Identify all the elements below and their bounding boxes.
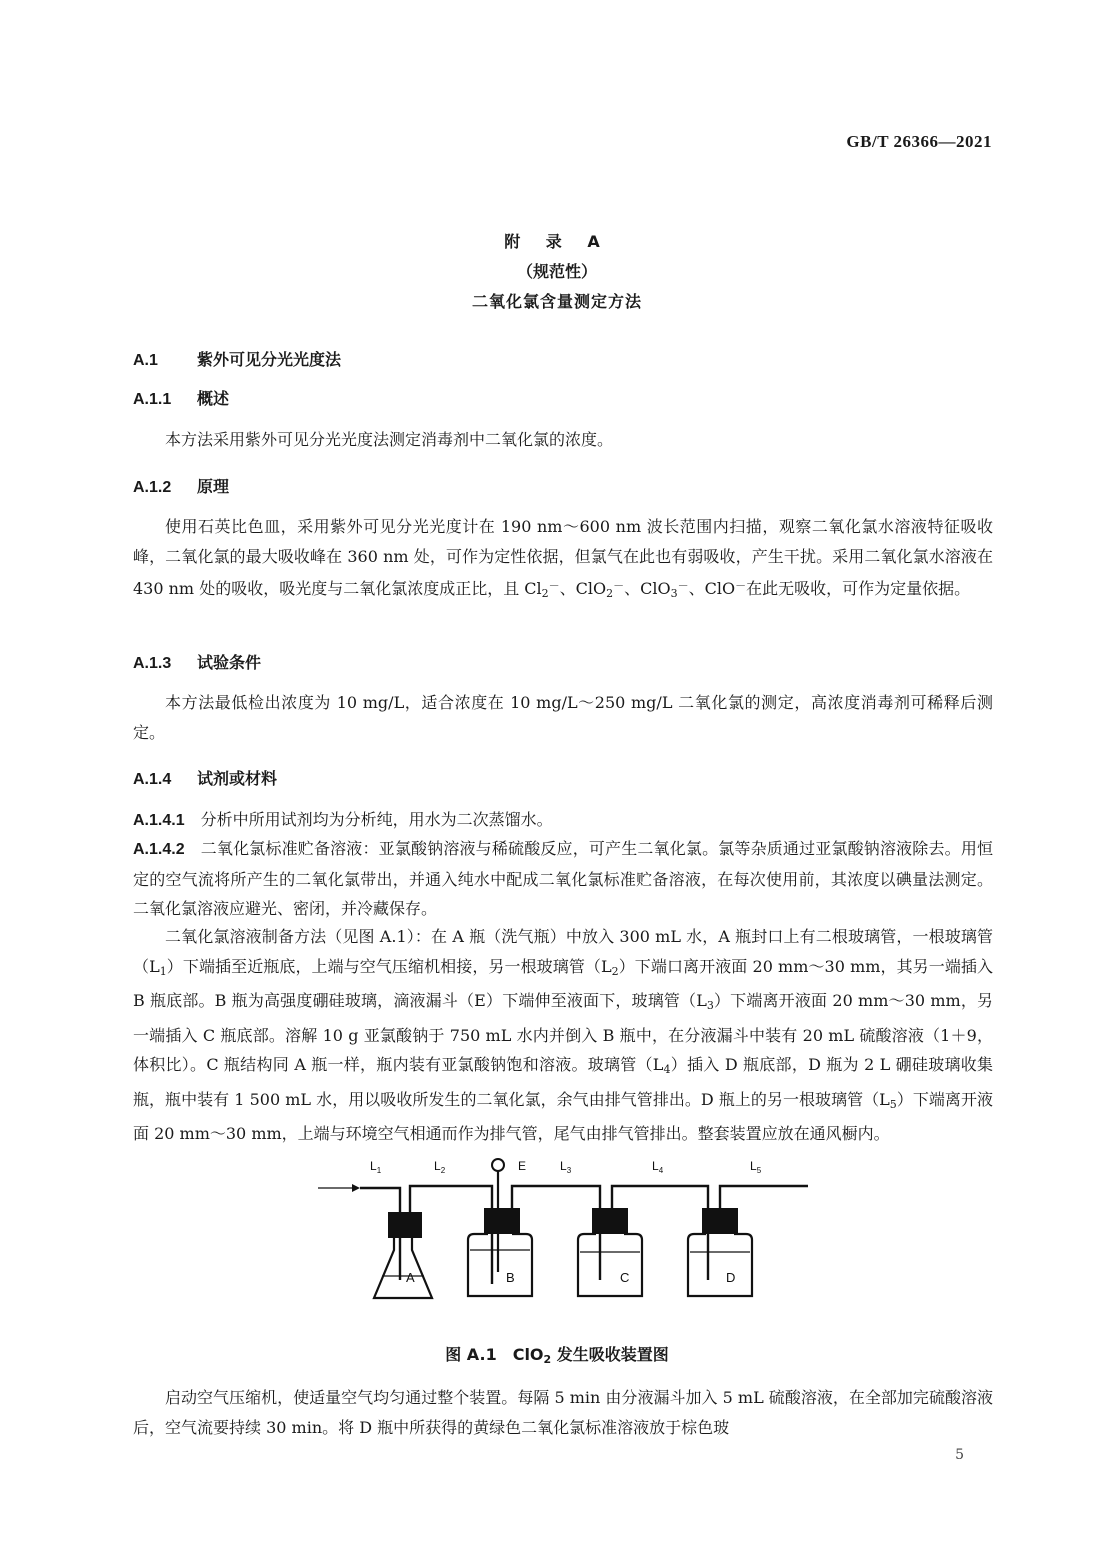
heading-text: 原理 <box>197 477 230 496</box>
heading-text: 试剂或材料 <box>197 769 278 788</box>
stopper-a <box>388 1212 422 1238</box>
heading-text: 试验条件 <box>197 653 262 672</box>
label-l5: $L_5$ <box>750 1159 762 1175</box>
funnel-e <box>492 1159 504 1171</box>
heading-number: A.1 <box>133 352 158 369</box>
label-bottle-b: B <box>506 1270 515 1285</box>
appendix-title: 二氧化氯含量测定方法 <box>471 292 642 311</box>
inlet-arrow-head <box>352 1184 360 1192</box>
paragraph-principle: 使用石英比色皿，采用紫外可见分光光度计在 190 nm～600 nm 波长范围内扫描，观察二氧化氯水溶液特征吸收峰，二氧化氯的最大吸收峰在 360 nm 处，可作为定性依据，但氯气在此也有弱吸收，产生干扰。采用二氧化氯水溶液在 430 nm 处的吸收，吸光度与二氧化氯浓度成正比，且 $Cl_2^-$、ClO$_2$－、ClO$_3$－、ClO－在此无吸收，可作为定量依据。 <box>133 517 993 600</box>
heading-a12 <box>133 474 229 497</box>
paragraph-preparation: 二氧化氯溶液制备方法（见图 A.1）：在 A 瓶（洗气瓶）中放入 300 mL 水，A 瓶封口上有二根玻璃管，一根玻璃管$(L_1)$下端插至近瓶底，上端与空气压缩机相接，另一根玻璃管$(L_2)$下端口离开液面 20 mm～30 mm，其另一端插入 B 瓶底部。B 瓶为高强度硼硅玻璃，滴液漏斗（E）下端伸至液面下，玻璃管$(L_3)$下端离开液面 20 mm～30 mm，另一端插入 C 瓶底部。溶解 10 g 亚氯酸钠于 750 mL 水内并倒入 B 瓶中，在分液漏斗中装有 20 mL 硫酸溶液（1＋9，体积比）。C 瓶结构同 A 瓶一样，瓶内装有亚氯酸钠饱和溶液。玻璃管$(L_4)$插入 D 瓶底部，D 瓶为 2 L 硼硅玻璃收集瓶，瓶中装有 1 500 mL 水，用以吸收所发生的二氧化氯，余气由排气管排出。D 瓶上的另一根玻璃管$(L_5)$下端离开液面 20 mm～30 mm，上端与环境空气相通而作为排气管，尾气由排气管排出。整套装置应放在通风橱内。 <box>133 927 993 1143</box>
paragraph-conditions: 本方法最低检出浓度为 10 mg/L，适合浓度在 10 mg/L～250 mg/L 二氧化氯的测定，高浓度消毒剂可稀释后测定。 <box>133 693 993 742</box>
apparatus-figure <box>300 1152 820 1312</box>
heading-a1 <box>133 347 341 370</box>
figure-caption: 图 A.1 ClO$_2$ 发生吸收装置图 <box>445 1345 669 1366</box>
stopper-d <box>702 1208 738 1234</box>
standard-code: GB/T 26366—2021 <box>846 132 992 151</box>
heading-a13 <box>133 650 261 673</box>
heading-a14 <box>133 766 277 789</box>
heading-number: A.1.2 <box>133 479 172 496</box>
page-number: 5 <box>955 1447 964 1463</box>
heading-a11 <box>133 386 229 409</box>
label-bottle-a: A <box>406 1270 415 1285</box>
label-l4: $L_4$ <box>652 1159 664 1175</box>
heading-number: A.1.3 <box>133 655 172 672</box>
appendix-type: （规范性） <box>516 262 597 281</box>
bottle-b <box>468 1208 532 1296</box>
paragraph-procedure: 启动空气压缩机，使适量空气均匀通过整个装置。每隔 5 min 由分液漏斗加入 5 mL 硫酸溶液，在全部加完硫酸溶液后，空气流要持续 30 min。将 D 瓶中所获得的黄绿色二氧化氯标准溶液放于棕色玻 <box>133 1388 993 1437</box>
heading-number: A.1.1 <box>133 391 172 408</box>
label-l1: $L_1$ <box>370 1159 382 1175</box>
appendix-label: 附 录 A <box>504 232 610 251</box>
label-bottle-d: D <box>726 1270 736 1285</box>
bottle-a <box>374 1212 432 1298</box>
label-l2: $L_2$ <box>434 1159 446 1175</box>
item-a141: A.1.4.1 分析中所用试剂均为分析纯，用水为二次蒸馏水。 <box>133 810 553 829</box>
item-a142: A.1.4.2 二氧化氯标准贮备溶液：亚氯酸钠溶液与稀硫酸反应，可产生二氧化氯。氯等杂质通过亚氯酸钠溶液除去。用恒定的空气流将所产生的二氧化氯带出，并通入纯水中配成二氧化氯标准贮备溶液，在每次使用前，其浓度以碘量法测定。二氧化氯溶液应避光、密闭，并冷藏保存。 <box>133 839 993 918</box>
heading-text: 概述 <box>197 389 230 408</box>
paragraph-overview: 本方法采用紫外可见分光光度法测定消毒剂中二氧化氯的浓度。 <box>165 430 614 449</box>
bottle-c <box>578 1208 642 1296</box>
heading-text: 紫外可见分光光度法 <box>197 350 342 369</box>
label-l3: $L_3$ <box>560 1159 572 1175</box>
heading-number: A.1.4 <box>133 771 172 788</box>
stopper-c <box>592 1208 628 1234</box>
bottle-d <box>688 1208 752 1296</box>
stopper-b <box>484 1208 520 1234</box>
label-e: E <box>518 1159 527 1173</box>
label-bottle-c: C <box>620 1270 630 1285</box>
